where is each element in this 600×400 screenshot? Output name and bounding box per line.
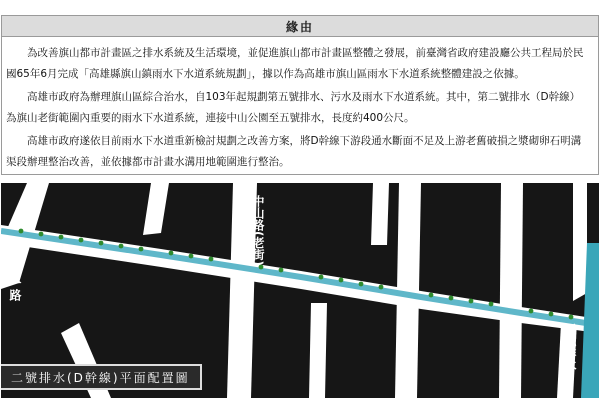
panel-body: [2, 37, 598, 173]
road-north-1: [143, 183, 169, 235]
label-qinan: 旗南一路: [8, 253, 22, 301]
label-zhongshan: 中山路(老街): [251, 195, 265, 266]
drainage-layout-map: [1, 183, 599, 398]
road-north-2: [371, 183, 389, 245]
panel-title: 緣由: [2, 16, 598, 37]
label-yanping: 延平一路: [401, 223, 415, 271]
paragraph-3: 高雄市政府遂依目前雨水下水道重新檢討規劃之改善方案，將D幹線下游段通水斷面不足及上游老舊破損之漿砌卵石明溝渠段辦理整治改善，並依據都市計畫水溝用地範圍進行整治。: [6, 135, 582, 168]
label-drain5: 五號排水: [563, 323, 577, 371]
reason-panel: [1, 15, 599, 175]
paragraph-2: 高雄市政府為辦理旗山區綜合治水，自103年起規劃第五號排水、污水及雨水下水道系統。其中，第二號排水（D幹線）為旗山老街範圍內重要的雨水下水道系統，連接中山公園至五號排水，長度約400公尺。: [6, 91, 581, 124]
road-south-1: [309, 303, 327, 398]
paragraph-1: 為改善旗山都市計畫區之排水系統及生活環境，並促進旗山都市計畫區整體之發展，前臺灣省政府建設廳公共工程局於民國65年6月完成「高雄縣旗山鎮雨水下水道系統規劃」，據以作為高雄市旗山區雨水下水道系統整體建設之依據。: [6, 47, 584, 80]
map-caption: 二號排水(D幹線)平面配置圖: [1, 364, 202, 390]
road-east: [499, 183, 523, 398]
road-right-edge: [573, 183, 587, 301]
